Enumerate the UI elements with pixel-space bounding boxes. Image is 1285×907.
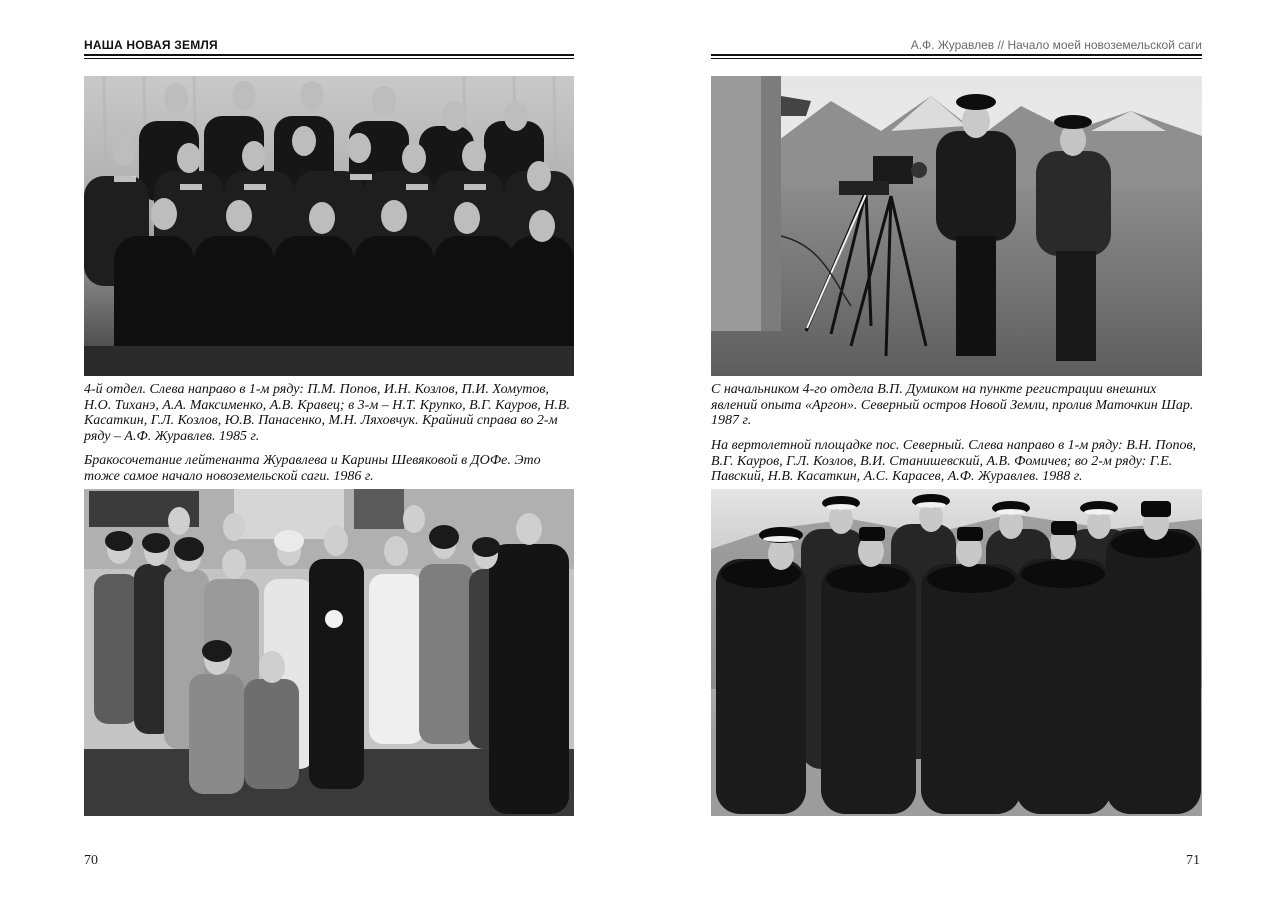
- helipad-group-photo: [711, 489, 1202, 816]
- group-portrait-photo: [84, 76, 574, 376]
- header-rule-right: [711, 54, 1202, 56]
- caption-helipad-group: На вертолетной площадке пос. Северный. Слева направо в 1-м ряду: В.Н. Попов, В.Г. Кауров, Г.Л. Козлов, В.И. Станишевский, А.В. Фомичев; во 2-м ряду: Г.Е. Павский, Н.В. Касаткин, А.С. Карасев, А.Ф. Журавлев. 1988 г.: [711, 438, 1197, 485]
- running-head-left: НАША НОВАЯ ЗЕМЛЯ: [84, 38, 218, 52]
- page-number-left: 70: [84, 853, 98, 868]
- wedding-photo: [84, 489, 574, 816]
- right-page: [642, 0, 1285, 907]
- page-number-right: 71: [1186, 853, 1200, 868]
- caption-group-portrait: 4-й отдел. Слева направо в 1-м ряду: П.М. Попов, И.Н. Козлов, П.И. Хомутов, Н.О. Тиханэ, А.А. Максименко, А.В. Кравец; в 3-м – Н.Т. Крупко, В.Г. Кауров, Н.В. Касаткин, Г.Л. Козлов, Ю.В. Панасенко, М.Н. Ляховчук. Крайний справа во 2-м ряду – А.Ф. Журавлев. 1985 г.: [84, 382, 570, 444]
- left-page: [0, 0, 642, 907]
- caption-wedding: Бракосочетание лейтенанта Журавлева и Карины Шевяковой в ДОФе. Это тоже самое начало новоземельской саги. 1986 г.: [84, 453, 541, 484]
- caption-tundra-camera: С начальником 4-го отдела В.П. Думиком на пункте регистрации внешних явлений опыта «Аргон». Северный остров Новой Земли, пролив Маточкин Шар. 1987 г.: [711, 382, 1194, 429]
- running-head-right: А.Ф. Журавлев // Начало моей новоземельской саги: [910, 38, 1202, 52]
- header-rule-left: [84, 54, 574, 56]
- tundra-camera-photo: [711, 76, 1202, 376]
